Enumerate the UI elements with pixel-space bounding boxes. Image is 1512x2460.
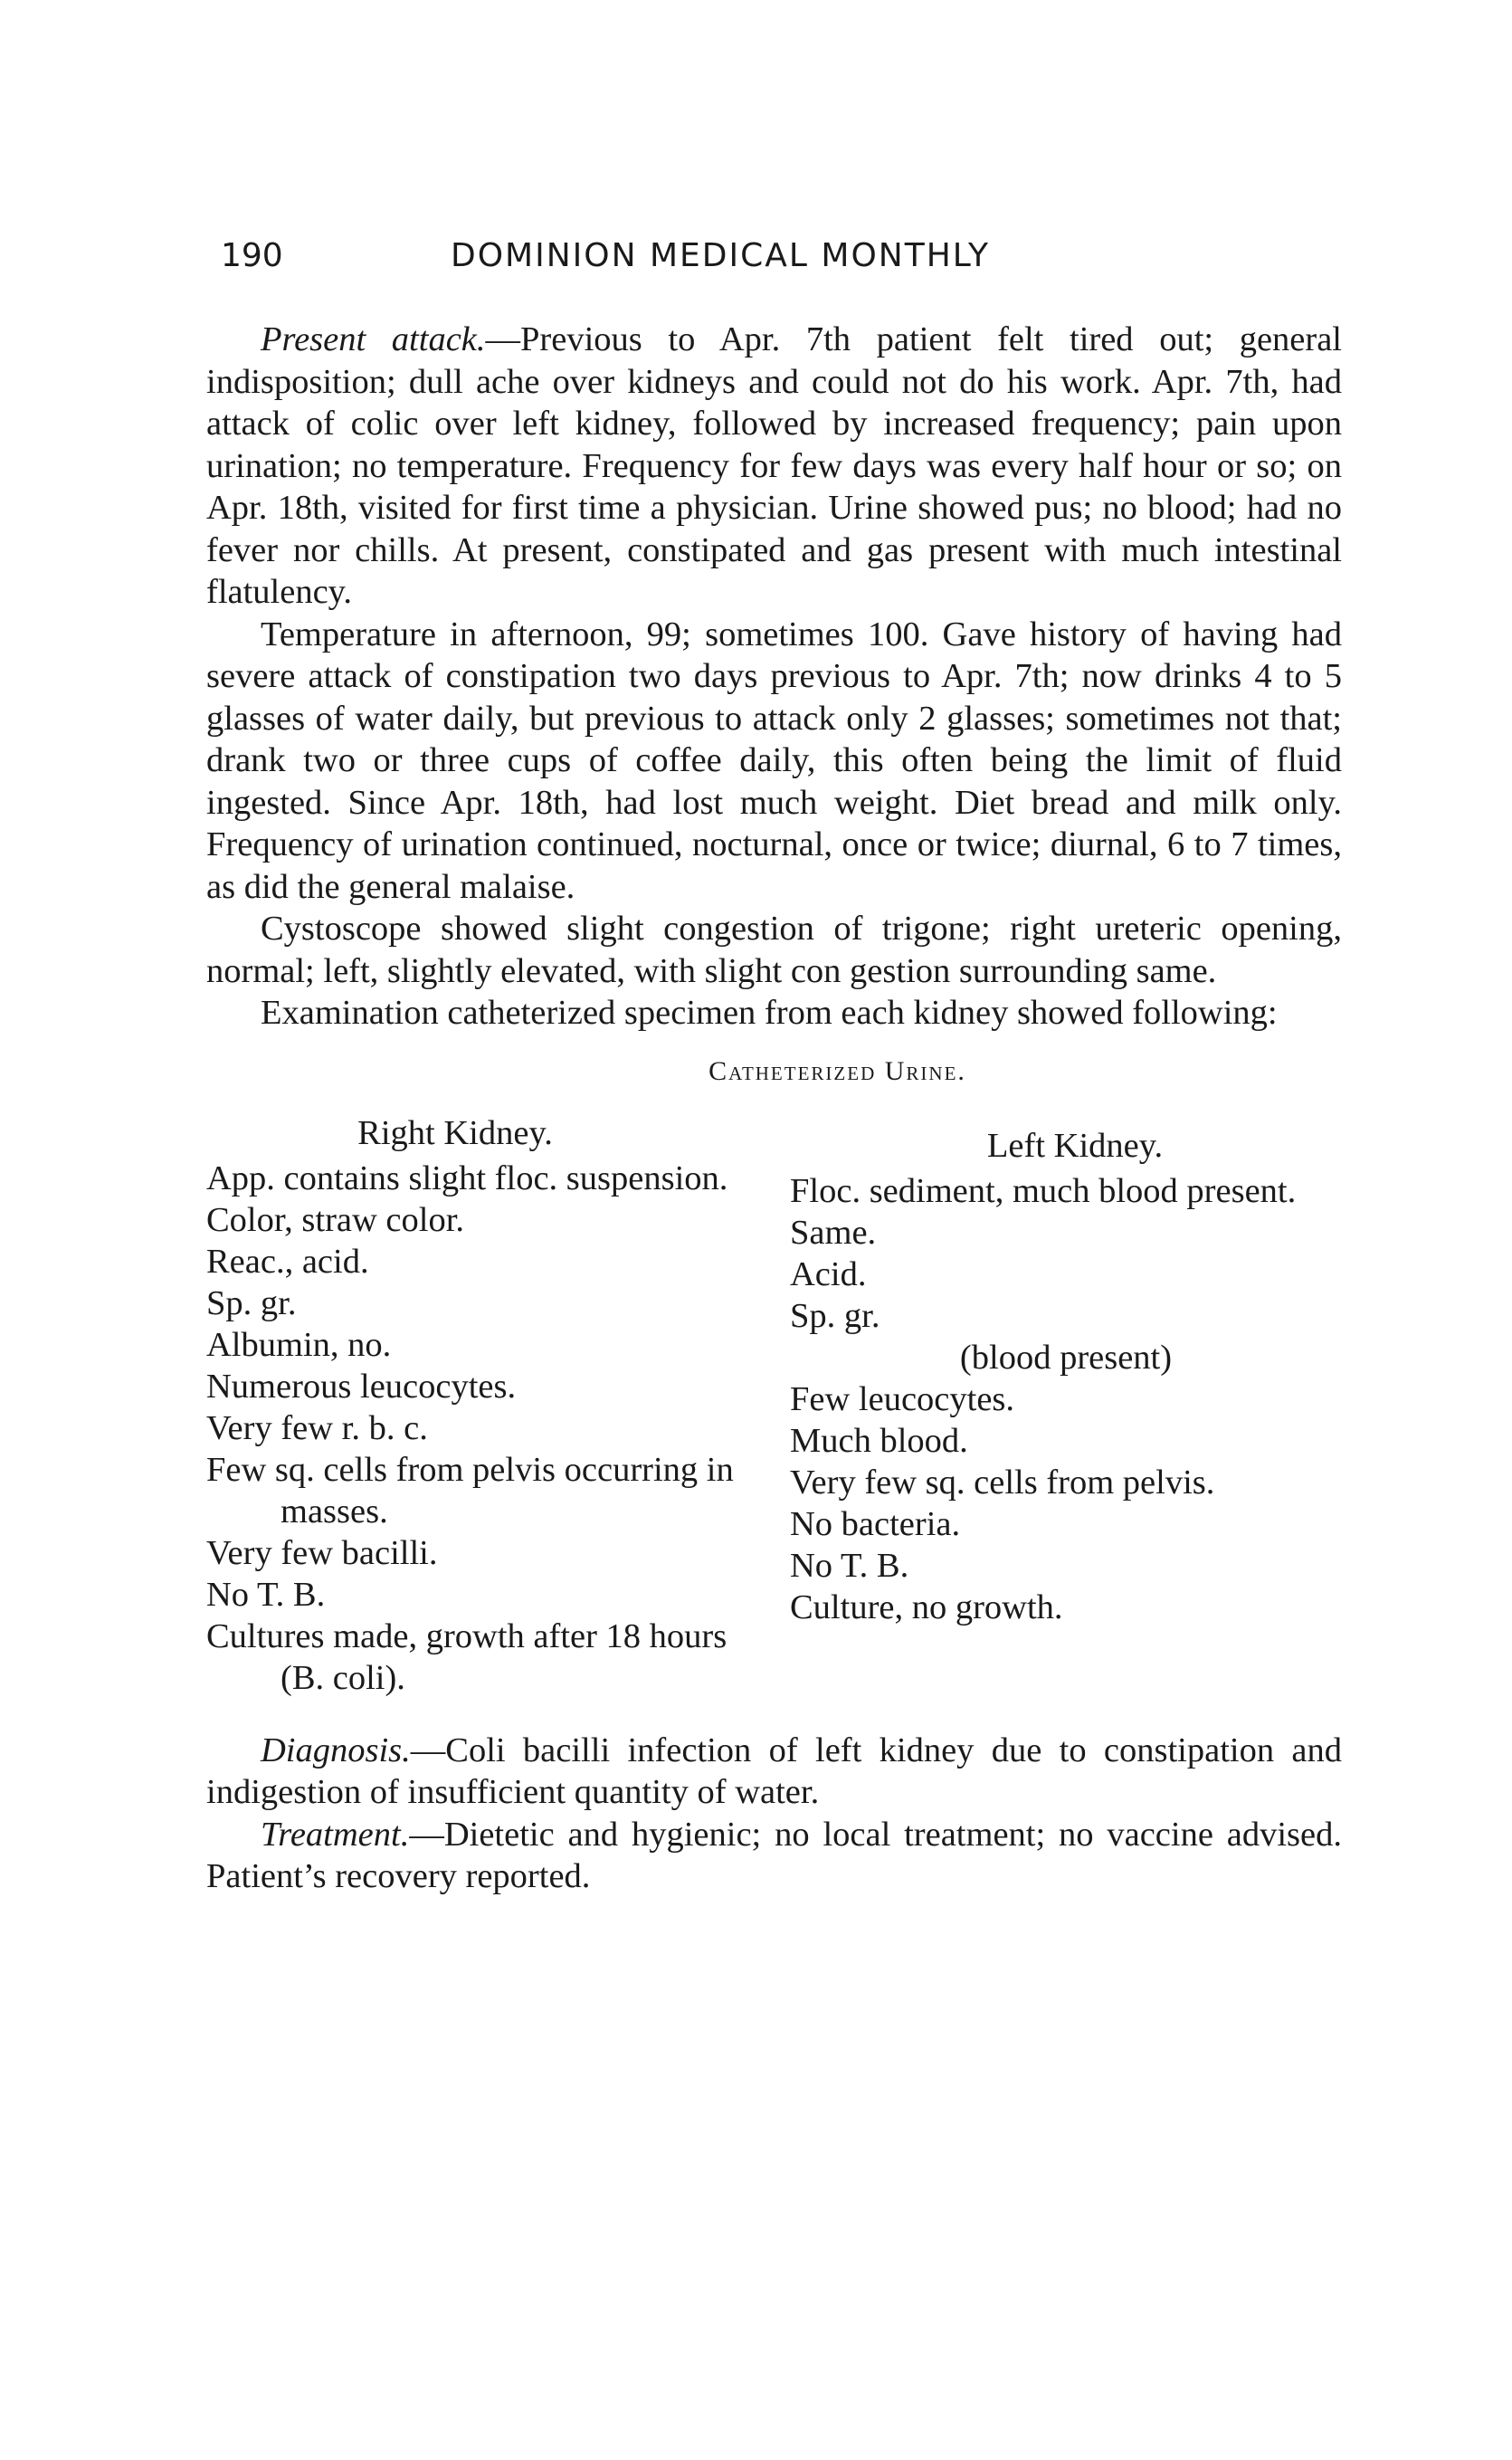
right-kidney-entry: Reac., acid. [206,1242,369,1281]
page-number: 190 [221,237,283,274]
present-attack-text: —Previous to Apr. 7th patient felt tired out; general indisposition; dull ache over kidneys and could not do his work. Apr. 7th, had attack of colic over left kidney, followed by increased frequency; pain upon urination; no temperature. Frequency for few days was every half hour or so; on Apr. 18th, visited for first time a physician. Urine showed pus; no blood; had no fever nor chills. At present, constipated and gas present with much intestinal flatulency. [206,320,1342,611]
right-kidney-entry: Color, straw color. [206,1200,465,1239]
left-kidney-entry: Acid. [790,1254,867,1293]
diagnosis-text: —Coli bacilli infection of left kidney due to constipation and indigestion of insufficient quantity of water. [206,1731,1342,1811]
right-kidney-entry: Very few r. b. c. [206,1408,428,1447]
temperature-paragraph: Temperature in afternoon, 99; sometimes 100. Gave history of having had severe attack of constipation two days previous to Apr. 7th; now drinks 4 to 5 glasses of water daily, but previous to attack only 2 glasses; sometimes not that; drank two or three cups of coffee daily, this often being the limit of fluid ingested. Since Apr. 18th, had lost much weight. Diet bread and milk only. Frequency of urination continued, nocturnal, once or twice; diurnal, 6 to 7 times, as did the general malaise. [206,615,1342,906]
right-kidney-entry: Numerous leucocytes. [206,1367,517,1406]
present-attack-paragraph [206,319,1342,614]
left-kidney-entry: Much blood. [790,1421,968,1460]
left-kidney-entry: Few leucocytes. [790,1379,1015,1418]
examination-paragraph: Examination catheterized specimen from each kidney showed following: [261,994,1278,1032]
treatment-lead: Treatment. [261,1815,410,1854]
right-kidney-heading: Right Kidney. [357,1113,553,1152]
left-kidney-entry: Very few sq. cells from pelvis. [790,1463,1215,1502]
right-kidney-entry: App. contains slight floc. suspension. [206,1158,728,1197]
left-kidney-entry: No T. B. [790,1546,909,1585]
diagnosis-lead: Diagnosis. [261,1731,411,1769]
right-kidney-entry: Albumin, no. [206,1325,392,1364]
right-kidney-entry: Sp. gr. [206,1283,297,1322]
urine-comparison [206,1112,1342,1699]
cystoscope-paragraph: Cystoscope showed slight congestion of trigone; right ureteric opening, normal; left, slightly elevated, with slight con gestion surrounding same. [206,910,1342,990]
blood-present-note: (blood present) [959,1338,1173,1377]
left-kidney-heading: Left Kidney. [986,1126,1164,1165]
treatment-text: —Dietetic and hygienic; no local treatment; no vaccine advised. Patient’s recovery reported. [206,1815,1342,1895]
present-attack-lead: Present attack. [261,320,486,358]
right-kidney-entry: Few sq. cells from pelvis occurring in masses. [206,1450,734,1530]
right-kidney-entry: Cultures made, growth after 18 hours (B. coli). [206,1616,727,1697]
diagnosis-paragraph [206,1730,1342,1814]
section-title: Catheterized Urine. [708,1055,966,1086]
running-title: DOMINION MEDICAL MONTHLY [451,237,991,274]
left-kidney-entry: No bacteria. [790,1504,961,1543]
case-history [206,319,1342,1035]
left-kidney-column [790,1112,1342,1699]
conclusion [206,1730,1342,1898]
treatment-paragraph [206,1814,1342,1898]
left-kidney-entry: Sp. gr. [790,1296,880,1335]
left-kidney-entry: Floc. sediment, much blood present. [790,1171,1297,1210]
right-kidney-entry: Very few bacilli. [206,1533,438,1572]
page-header [206,226,1342,281]
document-page [206,226,1342,1898]
right-kidney-entry: No T. B. [206,1575,326,1614]
right-kidney-column [206,1112,758,1699]
left-kidney-entry: Same. [790,1213,877,1252]
left-kidney-entry: Culture, no growth. [790,1588,1063,1626]
